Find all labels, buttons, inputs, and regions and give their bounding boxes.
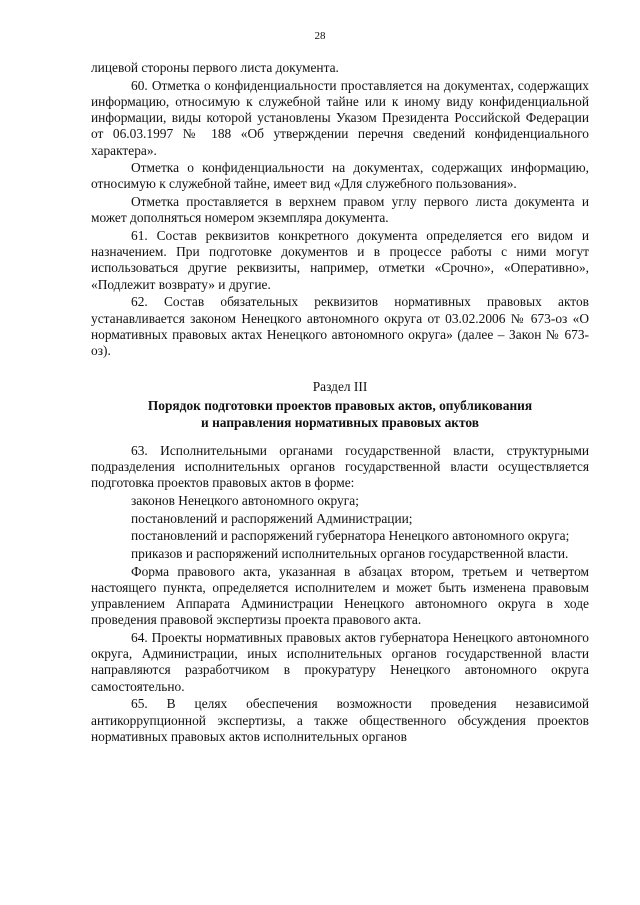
paragraph: приказов и распоряжений исполнительных органов государственной власти.	[131, 545, 569, 561]
paragraph: 65. В целях обеспечения возможности проведения независимой антикоррупционной экспертизы, а также общественного обсуждения проектов нормативных правовых актов исполнительных органов	[91, 696, 589, 744]
paragraph: 64. Проекты нормативных правовых актов губернатора Ненецкого автономного округа, Администрации, иных исполнительных органов государственной власти направляются разработчиком в прокуратуру Ненецкого автономного округа самостоятельно.	[91, 630, 589, 694]
page-number: 28	[314, 30, 326, 42]
paragraph: Отметка о конфиденциальности на документах, содержащих информацию, относимую к служебной тайне, имеет вид «Для служебного пользования».	[91, 160, 589, 192]
paragraph: 63. Исполнительными органами государственной власти, структурными подразделения исполнительных органов государственной власти осуществляется подготовка проектов правовых актов в форме:	[91, 442, 589, 491]
paragraph: Форма правового акта, указанная в абзацах втором, третьем и четвертом настоящего пункта, определяется исполнителем и может быть изменена правовым управлением Аппарата Администрации Ненецкого автономного округа в ходе проведения правовой экспертизы проекта правового акта.	[91, 563, 589, 628]
section-heading-line: и направления нормативных правовых актов	[201, 414, 479, 430]
paragraph: постановлений и распоряжений губернатора Ненецкого автономного округа;	[131, 528, 570, 544]
paragraph: постановлений и распоряжений Администрации;	[131, 510, 413, 526]
paragraph: 61. Состав реквизитов конкретного документа определяется его видом и назначением. При подготовке документов и в процессе работы с ними могут использоваться другие реквизиты, например, отметки «Срочно», «Оперативно», «Подлежит возврату» и другие.	[91, 228, 589, 292]
paragraph: лицевой стороны первого листа документа.	[91, 60, 339, 75]
paragraphs-after-section	[91, 443, 589, 745]
section-title: Раздел III	[312, 379, 368, 395]
section-heading	[91, 398, 589, 430]
section-heading-line: Порядок подготовки проектов правовых актов, опубликования	[147, 398, 533, 414]
paragraph: Отметка проставляется в верхнем правом углу первого листа документа и может дополняться номером экземпляра документа.	[91, 194, 589, 226]
paragraphs-before-section	[91, 60, 589, 359]
paragraph: 62. Состав обязательных реквизитов нормативных правовых актов устанавливается законом Ненецкого автономного округа от 03.02.2006 № 673-оз «О нормативных правовых актах Ненецкого автономного округа» (далее – Закон № 673-оз).	[91, 294, 589, 358]
paragraph: законов Ненецкого автономного округа;	[131, 492, 359, 508]
paragraph: 60. Отметка о конфиденциальности проставляется на документах, содержащих информацию, относимую к служебной тайне или к иному виду конфиденциальной информации, виды которой установлены Указом Президента Российской Федерации от 06.03.1997 № 188 «Об утверждении перечня сведений конфиденциального характера».	[91, 77, 589, 158]
document-body	[91, 60, 589, 746]
